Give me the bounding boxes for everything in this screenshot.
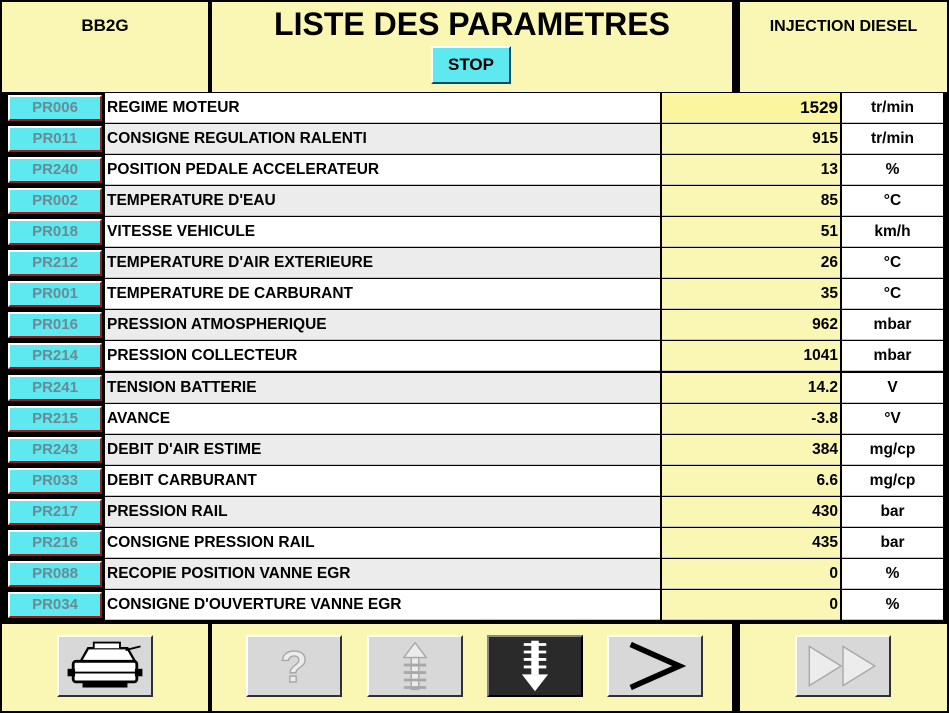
parameter-label: TEMPERATURE DE CARBURANT [105,279,660,309]
parameter-value: 13 [662,155,840,185]
parameter-value: 915 [662,124,840,154]
parameter-label: REGIME MOTEUR [105,93,660,123]
parameter-row [0,186,949,216]
next-button[interactable] [607,635,703,697]
parameter-code-button[interactable]: PR088 [8,561,102,587]
parameter-code-button[interactable]: PR216 [8,530,102,556]
scroll-up-button[interactable] [367,635,463,697]
parameter-row [0,341,949,371]
parameter-row [0,559,949,589]
parameter-label: TEMPERATURE D'AIR EXTERIEURE [105,248,660,278]
parameter-value: 384 [662,435,840,465]
header-left-panel [2,2,208,92]
print-icon [59,637,151,695]
parameter-code-button[interactable]: PR011 [8,126,102,152]
parameter-code-button[interactable]: PR214 [8,343,102,369]
parameter-table [0,93,949,621]
parameter-label: RECOPIE POSITION VANNE EGR [105,559,660,589]
parameter-value: 0 [662,590,840,620]
parameter-value: 1041 [662,341,840,371]
fast-forward-button[interactable] [795,635,891,697]
parameter-row [0,435,949,465]
parameter-value: 435 [662,528,840,558]
parameter-row [0,279,949,309]
parameter-code-button[interactable]: PR212 [8,250,102,276]
help-button[interactable] [246,635,342,697]
ecu-code: BB2G [81,16,129,35]
header-center-panel [212,2,732,92]
parameter-unit: % [842,590,943,620]
scroll-down-button[interactable] [487,635,583,697]
parameter-code-button[interactable]: PR006 [8,95,102,121]
parameter-value: 430 [662,497,840,527]
parameter-label: AVANCE [105,404,660,434]
parameter-value: 0 [662,559,840,589]
parameter-label: VITESSE VEHICULE [105,217,660,247]
parameter-unit: °C [842,248,943,278]
parameter-label: DEBIT CARBURANT [105,466,660,496]
stop-button[interactable]: STOP [431,46,511,84]
parameter-value: 35 [662,279,840,309]
page-title: LISTE DES PARAMETRES [274,6,670,42]
parameter-code-button[interactable]: PR240 [8,157,102,183]
parameter-unit: mg/cp [842,466,943,496]
parameter-row [0,217,949,247]
parameter-unit: V [842,373,943,403]
parameter-value: 85 [662,186,840,216]
parameter-code-button[interactable]: PR243 [8,437,102,463]
parameter-row [0,528,949,558]
parameter-label: CONSIGNE REGULATION RALENTI [105,124,660,154]
parameter-unit: tr/min [842,124,943,154]
parameter-label: DEBIT D'AIR ESTIME [105,435,660,465]
parameter-unit: °V [842,404,943,434]
parameter-code-button[interactable]: PR002 [8,188,102,214]
parameter-code-button[interactable]: PR241 [8,375,102,401]
parameter-value: 6.6 [662,466,840,496]
parameter-label: CONSIGNE PRESSION RAIL [105,528,660,558]
footer-center-panel [212,624,732,711]
next-icon [609,637,701,695]
help-icon [248,637,340,695]
header-right-panel [740,2,947,92]
parameter-unit: tr/min [842,93,943,123]
parameter-value: 14.2 [662,373,840,403]
parameter-code-button[interactable]: PR001 [8,281,102,307]
parameter-value: 962 [662,310,840,340]
parameter-unit: km/h [842,217,943,247]
parameter-label: POSITION PEDALE ACCELERATEUR [105,155,660,185]
parameter-label: CONSIGNE D'OUVERTURE VANNE EGR [105,590,660,620]
parameter-code-button[interactable]: PR217 [8,499,102,525]
scroll-up-icon [369,637,461,695]
parameter-value: 26 [662,248,840,278]
parameter-code-button[interactable]: PR018 [8,219,102,245]
parameter-code-button[interactable]: PR016 [8,312,102,338]
parameter-row [0,497,949,527]
parameter-label: PRESSION RAIL [105,497,660,527]
fast-forward-icon [797,637,889,695]
parameter-label: PRESSION COLLECTEUR [105,341,660,371]
parameter-row [0,124,949,154]
parameter-unit: % [842,155,943,185]
parameter-unit: mg/cp [842,435,943,465]
print-button[interactable] [57,635,153,697]
parameter-value: -3.8 [662,404,840,434]
parameter-row [0,93,949,123]
parameter-row [0,590,949,620]
parameter-row [0,373,949,403]
parameter-unit: bar [842,497,943,527]
footer-right-panel [740,624,947,711]
parameter-row [0,310,949,340]
parameter-label: TEMPERATURE D'EAU [105,186,660,216]
scroll-down-icon [489,637,581,695]
svg-text:?: ? [280,640,308,692]
parameter-unit: °C [842,279,943,309]
parameter-value: 1529 [662,93,840,123]
parameter-row [0,248,949,278]
parameter-unit: mbar [842,310,943,340]
parameter-code-button[interactable]: PR033 [8,468,102,494]
parameter-code-button[interactable]: PR034 [8,592,102,618]
parameter-unit: bar [842,528,943,558]
footer-left-panel [2,624,208,711]
parameter-code-button[interactable]: PR215 [8,406,102,432]
parameter-label: TENSION BATTERIE [105,373,660,403]
parameter-row [0,155,949,185]
parameter-row [0,466,949,496]
parameter-row [0,404,949,434]
parameter-label: PRESSION ATMOSPHERIQUE [105,310,660,340]
parameter-unit: % [842,559,943,589]
parameter-unit: mbar [842,341,943,371]
parameter-value: 51 [662,217,840,247]
system-name: INJECTION DIESEL [769,18,918,35]
parameter-unit: °C [842,186,943,216]
